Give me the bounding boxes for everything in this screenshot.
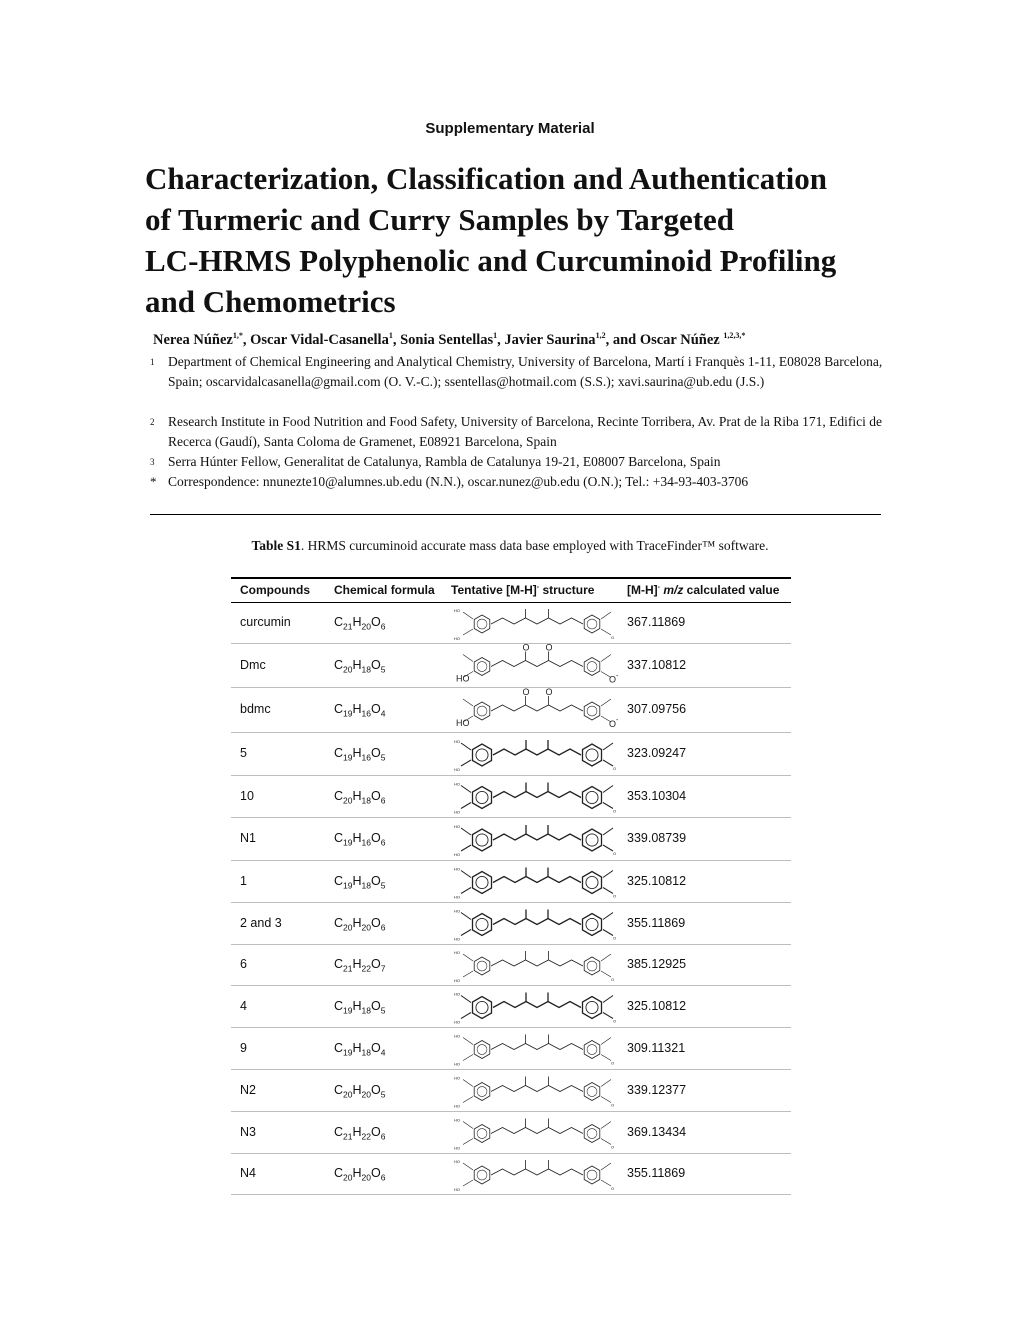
phenoxide-o-label: O bbox=[611, 1186, 615, 1191]
hydroxyl-label: HO bbox=[454, 978, 460, 983]
hydroxyl-label: HO bbox=[454, 936, 460, 942]
chemical-formula: $C_{19}H_{16}O_5$ bbox=[334, 746, 386, 763]
substituent-bond bbox=[603, 828, 613, 835]
phenoxide-o-label: O bbox=[613, 1018, 617, 1024]
benzene-ring bbox=[584, 1041, 600, 1059]
substituent-bond bbox=[601, 699, 611, 706]
phenoxide-o-label: O bbox=[611, 1144, 615, 1150]
carbon-chain bbox=[491, 960, 583, 966]
chemical-formula: $C_{21}H_{22}O_7$ bbox=[334, 957, 386, 974]
mz-value: 325.10812 bbox=[627, 874, 687, 888]
title-line: Characterization, Classification and Authentication bbox=[145, 161, 827, 196]
compound-name: 1 bbox=[240, 874, 247, 888]
table-row bbox=[231, 818, 791, 861]
carbon-chain bbox=[493, 877, 581, 883]
substituent-bond bbox=[601, 629, 611, 635]
benzene-ring bbox=[474, 1041, 490, 1059]
carbon-chain bbox=[491, 1086, 583, 1092]
chemical-formula: $C_{19}H_{18}O_5$ bbox=[334, 874, 386, 891]
chemical-formula: $C_{20}H_{18}O_6$ bbox=[334, 789, 386, 806]
benzene-ring bbox=[473, 829, 492, 851]
substituent-bond bbox=[603, 1013, 613, 1019]
chemical-formula: $C_{20}H_{20}O_5$ bbox=[334, 1083, 386, 1100]
title-line: LC-HRMS Polyphenolic and Curcuminoid Profiling bbox=[145, 243, 837, 278]
substituent-bond bbox=[601, 1038, 611, 1045]
carbon-chain bbox=[493, 834, 581, 840]
phenoxide-o-label: O bbox=[609, 719, 617, 729]
phenoxide-o-label: O bbox=[613, 935, 617, 941]
compound-name: N4 bbox=[240, 1166, 256, 1180]
compound-name: N2 bbox=[240, 1083, 256, 1097]
table-row bbox=[231, 945, 791, 986]
mz-value: 307.09756 bbox=[627, 702, 687, 716]
benzene-ring bbox=[473, 872, 492, 894]
phenoxide-o-label: O bbox=[613, 851, 617, 856]
table-caption-text: . HRMS curcuminoid accurate mass data base employed with TraceFinder™ software. bbox=[300, 538, 769, 553]
table-caption bbox=[0, 538, 1020, 554]
author-name: , and Oscar Núñez bbox=[605, 331, 724, 348]
title-line: of Turmeric and Curry Samples by Targeted bbox=[145, 202, 735, 237]
benzene-ring bbox=[583, 997, 602, 1019]
table-row bbox=[231, 1112, 791, 1154]
hydroxyl-label: HO bbox=[454, 1075, 460, 1081]
carbonyl-o-label: O bbox=[545, 688, 553, 697]
benzene-ring bbox=[583, 829, 602, 851]
substituent-bond bbox=[603, 913, 613, 920]
substituent-bond bbox=[461, 828, 471, 835]
compound-name: N1 bbox=[240, 831, 256, 845]
affiliation-marker: 2 bbox=[150, 417, 155, 427]
affiliation-text: Research Institute in Food Nutrition and Food Safety, University of Barcelona, Recinte Torribera, Av. Prat de la Riba 171, Edifici de Recerca (Gaudí), Santa Coloma de Gramenet, E08921 Barcelona, Spain bbox=[168, 414, 883, 449]
phenoxide-o-label: O bbox=[611, 977, 615, 982]
aromatic-circle bbox=[477, 1045, 487, 1055]
supplementary-heading: Supplementary Material bbox=[425, 120, 595, 137]
aromatic-circle bbox=[587, 1170, 597, 1180]
phenoxide-o-label: O bbox=[611, 1102, 615, 1108]
mz-value: 325.10812 bbox=[627, 999, 687, 1013]
table-label: Table S1 bbox=[251, 538, 301, 553]
title-line: and Chemometrics bbox=[145, 284, 396, 319]
structure-drawing bbox=[452, 986, 622, 1027]
hydroxyl-label: HO bbox=[456, 673, 470, 684]
substituent-bond bbox=[463, 1163, 473, 1170]
carbon-chain bbox=[493, 1002, 581, 1008]
benzene-ring bbox=[583, 744, 602, 766]
compound-name: curcumin bbox=[240, 615, 291, 629]
chemical-formula: $C_{19}H_{16}O_6$ bbox=[334, 831, 386, 848]
section-divider bbox=[150, 514, 881, 515]
benzene-ring bbox=[583, 787, 602, 809]
charge-label: - bbox=[616, 672, 619, 680]
compound-name: 10 bbox=[240, 789, 254, 803]
carbon-chain bbox=[491, 661, 583, 667]
aromatic-circle bbox=[477, 1087, 487, 1097]
structure-drawing bbox=[452, 945, 622, 985]
substituent-bond bbox=[603, 996, 613, 1003]
affiliation-marker: 3 bbox=[150, 457, 155, 467]
hydroxyl-label: HO bbox=[454, 1145, 460, 1151]
carbon-chain bbox=[491, 705, 583, 711]
aromatic-circle bbox=[587, 1045, 597, 1055]
hydroxyl-label: HO bbox=[454, 1033, 460, 1039]
table-row bbox=[231, 776, 791, 818]
aromatic-circle bbox=[476, 834, 488, 846]
structure-drawing bbox=[452, 1028, 622, 1069]
mass-database-table bbox=[231, 577, 791, 1195]
aromatic-circle bbox=[587, 619, 597, 629]
hydroxyl-label: HO bbox=[454, 824, 460, 829]
substituent-bond bbox=[461, 845, 471, 851]
hydroxyl-label: HO bbox=[454, 636, 460, 641]
table-row bbox=[231, 603, 791, 644]
substituent-bond bbox=[463, 971, 473, 977]
aromatic-circle bbox=[477, 662, 487, 672]
substituent-bond bbox=[463, 1055, 473, 1061]
carbon-chain bbox=[493, 919, 581, 925]
structure-drawing bbox=[452, 733, 622, 775]
substituent-bond bbox=[601, 1080, 611, 1087]
benzene-ring bbox=[584, 658, 600, 676]
header-mz: [M-H]- m/z calculated value bbox=[627, 583, 780, 597]
mz-value: 385.12925 bbox=[627, 957, 687, 971]
author-affiliation-marker: 1 bbox=[388, 331, 393, 340]
correspondence-text: Correspondence: nnunezte10@alumnes.ub.edu (N.N.), oscar.nunez@ub.edu (O.N.); Tel.: +34-93-403-3706 bbox=[168, 474, 749, 489]
carbonyl-o-label: O bbox=[522, 688, 530, 697]
hydroxyl-label: HO bbox=[454, 1159, 460, 1164]
aromatic-circle bbox=[586, 834, 598, 846]
structure-drawing bbox=[452, 818, 622, 860]
aromatic-circle bbox=[587, 961, 597, 971]
substituent-bond bbox=[461, 930, 471, 936]
substituent-bond bbox=[461, 743, 471, 750]
hydroxyl-label: HO bbox=[454, 852, 460, 857]
substituent-bond bbox=[603, 760, 613, 766]
hydroxyl-label: HO bbox=[454, 894, 460, 900]
hydroxyl-label: HO bbox=[454, 1103, 460, 1109]
author-affiliation-marker: 1,2 bbox=[595, 331, 606, 340]
substituent-bond bbox=[603, 930, 613, 936]
aromatic-circle bbox=[476, 1001, 488, 1013]
substituent-bond bbox=[601, 1139, 611, 1145]
substituent-bond bbox=[603, 803, 613, 809]
benzene-ring bbox=[474, 702, 490, 720]
mz-value: 337.10812 bbox=[627, 658, 687, 672]
author-list bbox=[153, 331, 913, 349]
structure-drawing bbox=[452, 644, 622, 687]
hydroxyl-label: HO bbox=[454, 1061, 460, 1067]
substituent-bond bbox=[461, 913, 471, 920]
compound-name: Dmc bbox=[240, 658, 266, 672]
aromatic-circle bbox=[586, 1001, 598, 1013]
mz-value: 339.12377 bbox=[627, 1083, 687, 1097]
substituent-bond bbox=[601, 1055, 611, 1061]
charge-label: - bbox=[616, 717, 619, 724]
substituent-bond bbox=[463, 1122, 473, 1129]
aromatic-circle bbox=[586, 791, 598, 803]
aromatic-circle bbox=[476, 918, 488, 930]
affiliation-3 bbox=[150, 452, 890, 472]
aromatic-circle bbox=[586, 749, 598, 761]
author-affiliation-marker: 1,2,3,* bbox=[723, 331, 746, 340]
substituent-bond bbox=[603, 888, 613, 894]
compound-name: 2 and 3 bbox=[240, 916, 282, 930]
aromatic-circle bbox=[586, 918, 598, 930]
benzene-ring bbox=[584, 615, 600, 633]
benzene-ring bbox=[474, 957, 490, 975]
mz-value: 355.11869 bbox=[627, 916, 686, 930]
header-structure: Tentative [M-H]- structure bbox=[451, 583, 595, 597]
table-row bbox=[231, 733, 791, 776]
chemical-formula: $C_{21}H_{20}O_6$ bbox=[334, 615, 386, 632]
substituent-bond bbox=[461, 996, 471, 1003]
benzene-ring bbox=[474, 1125, 490, 1143]
compound-name: bdmc bbox=[240, 702, 271, 716]
hydroxyl-label: HO bbox=[454, 1117, 460, 1123]
mz-value: 355.11869 bbox=[627, 1166, 686, 1180]
structure-drawing bbox=[452, 903, 622, 944]
hydroxyl-label: HO bbox=[454, 608, 460, 613]
author-affiliation-marker: 1,* bbox=[232, 331, 243, 340]
table-row bbox=[231, 688, 791, 733]
substituent-bond bbox=[463, 954, 473, 961]
table-row bbox=[231, 1154, 791, 1195]
carbonyl-o-label: O bbox=[545, 644, 553, 653]
phenoxide-o-label: O bbox=[609, 674, 617, 685]
substituent-bond bbox=[603, 786, 613, 793]
header-compounds: Compounds bbox=[240, 583, 310, 597]
hydroxyl-label: HO bbox=[454, 809, 460, 815]
hydroxyl-label: HO bbox=[454, 1019, 460, 1025]
mz-value: 367.11869 bbox=[627, 615, 686, 629]
mz-value: 353.10304 bbox=[627, 789, 687, 803]
benzene-ring bbox=[474, 658, 490, 676]
benzene-ring bbox=[584, 957, 600, 975]
table-header-row bbox=[231, 577, 791, 603]
substituent-bond bbox=[601, 971, 611, 977]
carbon-chain bbox=[491, 618, 583, 624]
structure-drawing bbox=[452, 1070, 622, 1111]
carbon-chain bbox=[493, 792, 581, 798]
affiliation-text: Serra Húnter Fellow, Generalitat de Catalunya, Rambla de Catalunya 19-21, E08007 Barcelona, Spain bbox=[168, 454, 721, 469]
aromatic-circle bbox=[587, 1129, 597, 1139]
benzene-ring bbox=[584, 1083, 600, 1101]
substituent-bond bbox=[601, 1180, 611, 1186]
aromatic-circle bbox=[476, 749, 488, 761]
aromatic-circle bbox=[477, 619, 487, 629]
benzene-ring bbox=[584, 1166, 600, 1184]
hydroxyl-label: HO bbox=[454, 767, 460, 772]
hydroxyl-label: HO bbox=[454, 950, 460, 955]
benzene-ring bbox=[473, 744, 492, 766]
structure-drawing bbox=[452, 1112, 622, 1153]
benzene-ring bbox=[584, 702, 600, 720]
substituent-bond bbox=[463, 1139, 473, 1145]
phenoxide-o-label: O bbox=[611, 635, 615, 640]
substituent-bond bbox=[601, 612, 611, 619]
aromatic-circle bbox=[587, 662, 597, 672]
correspondence-marker: * bbox=[150, 474, 157, 489]
structure-drawing bbox=[452, 1154, 622, 1194]
structure-drawing bbox=[452, 688, 622, 732]
phenoxide-o-label: O bbox=[611, 1060, 615, 1066]
chemical-formula: $C_{19}H_{16}O_4$ bbox=[334, 702, 386, 719]
chemical-formula: $C_{20}H_{18}O_5$ bbox=[334, 658, 386, 675]
author-name: Nerea Núñez bbox=[153, 331, 233, 348]
table-row bbox=[231, 1070, 791, 1112]
benzene-ring bbox=[474, 1166, 490, 1184]
benzene-ring bbox=[474, 615, 490, 633]
substituent-bond bbox=[461, 803, 471, 809]
table-body bbox=[231, 603, 791, 1195]
chemical-formula: $C_{21}H_{22}O_6$ bbox=[334, 1125, 386, 1142]
substituent-bond bbox=[603, 845, 613, 851]
substituent-bond bbox=[461, 871, 471, 878]
hydroxyl-label: HO bbox=[454, 739, 460, 744]
author-name: , Oscar Vidal-Casanella bbox=[242, 331, 389, 348]
header-formula: Chemical formula bbox=[334, 583, 435, 597]
affiliation-text: Department of Chemical Engineering and Analytical Chemistry, University of Barcelona, Martí i Franquès 1-11, E08028 Barcelona, Spain; oscarvidalcasanella@gmail.com (O. V.-C.); ssentellas@hotmail.com (S.S.); xavi.saurina@ub.edu (J.S.) bbox=[168, 354, 883, 389]
aromatic-circle bbox=[586, 876, 598, 888]
carbon-chain bbox=[491, 1128, 583, 1134]
benzene-ring bbox=[473, 997, 492, 1019]
hydroxyl-label: HO bbox=[454, 908, 460, 914]
hydroxyl-label: HO bbox=[454, 1187, 460, 1192]
phenoxide-o-label: O bbox=[613, 808, 617, 814]
hydroxyl-label: HO bbox=[454, 781, 460, 787]
aromatic-circle bbox=[476, 791, 488, 803]
carbon-chain bbox=[493, 749, 581, 755]
compound-name: 6 bbox=[240, 957, 247, 971]
compound-name: 4 bbox=[240, 999, 247, 1013]
chemical-formula: $C_{20}H_{20}O_6$ bbox=[334, 916, 386, 933]
compound-name: 5 bbox=[240, 746, 247, 760]
substituent-bond bbox=[603, 871, 613, 878]
affiliation-2 bbox=[150, 412, 890, 452]
substituent-bond bbox=[463, 1097, 473, 1103]
phenoxide-o-label: O bbox=[613, 893, 617, 899]
substituent-bond bbox=[601, 954, 611, 961]
substituent-bond bbox=[463, 699, 473, 706]
table-row bbox=[231, 1028, 791, 1070]
aromatic-circle bbox=[477, 706, 487, 716]
affiliation-marker: 1 bbox=[150, 357, 155, 367]
substituent-bond bbox=[601, 655, 611, 662]
mz-value: 309.11321 bbox=[627, 1041, 686, 1055]
aromatic-circle bbox=[477, 1170, 487, 1180]
hydroxyl-label: HO bbox=[454, 866, 460, 872]
substituent-bond bbox=[603, 743, 613, 750]
benzene-ring bbox=[583, 872, 602, 894]
aromatic-circle bbox=[476, 876, 488, 888]
structure-drawing bbox=[452, 861, 622, 902]
aromatic-circle bbox=[587, 1087, 597, 1097]
structure-drawing bbox=[452, 603, 622, 643]
table-row bbox=[231, 861, 791, 903]
substituent-bond bbox=[463, 629, 473, 635]
substituent-bond bbox=[461, 1013, 471, 1019]
hydroxyl-label: HO bbox=[456, 718, 470, 728]
benzene-ring bbox=[473, 914, 492, 936]
substituent-bond bbox=[463, 1038, 473, 1045]
mz-value: 339.08739 bbox=[627, 831, 687, 845]
affiliation-1 bbox=[150, 352, 890, 392]
author-name: , Sonia Sentellas bbox=[392, 331, 494, 348]
hydroxyl-label: HO bbox=[454, 991, 460, 997]
substituent-bond bbox=[601, 1122, 611, 1129]
substituent-bond bbox=[461, 888, 471, 894]
correspondence bbox=[150, 472, 890, 492]
table-row bbox=[231, 986, 791, 1028]
substituent-bond bbox=[601, 1097, 611, 1103]
structure-drawing bbox=[452, 776, 622, 817]
substituent-bond bbox=[601, 1163, 611, 1170]
carbon-chain bbox=[491, 1044, 583, 1050]
substituent-bond bbox=[463, 1180, 473, 1186]
benzene-ring bbox=[473, 787, 492, 809]
aromatic-circle bbox=[477, 1129, 487, 1139]
carbonyl-o-label: O bbox=[522, 644, 530, 653]
author-affiliation-marker: 1 bbox=[493, 331, 498, 340]
mz-value: 323.09247 bbox=[627, 746, 687, 760]
benzene-ring bbox=[583, 914, 602, 936]
substituent-bond bbox=[463, 612, 473, 619]
compound-name: 9 bbox=[240, 1041, 247, 1055]
benzene-ring bbox=[474, 1083, 490, 1101]
table-row bbox=[231, 644, 791, 688]
paper-title bbox=[145, 158, 885, 322]
benzene-ring bbox=[584, 1125, 600, 1143]
aromatic-circle bbox=[587, 706, 597, 716]
chemical-formula: $C_{20}H_{20}O_6$ bbox=[334, 1166, 386, 1183]
table-row bbox=[231, 903, 791, 945]
substituent-bond bbox=[463, 1080, 473, 1087]
compound-name: N3 bbox=[240, 1125, 256, 1139]
substituent-bond bbox=[461, 760, 471, 766]
aromatic-circle bbox=[477, 961, 487, 971]
mz-value: 369.13434 bbox=[627, 1125, 687, 1139]
chemical-formula: $C_{19}H_{18}O_5$ bbox=[334, 999, 386, 1016]
substituent-bond bbox=[461, 786, 471, 793]
author-name: , Javier Saurina bbox=[497, 331, 596, 348]
carbon-chain bbox=[491, 1169, 583, 1175]
chemical-formula: $C_{19}H_{18}O_4$ bbox=[334, 1041, 386, 1058]
phenoxide-o-label: O bbox=[613, 766, 617, 771]
substituent-bond bbox=[463, 655, 473, 662]
